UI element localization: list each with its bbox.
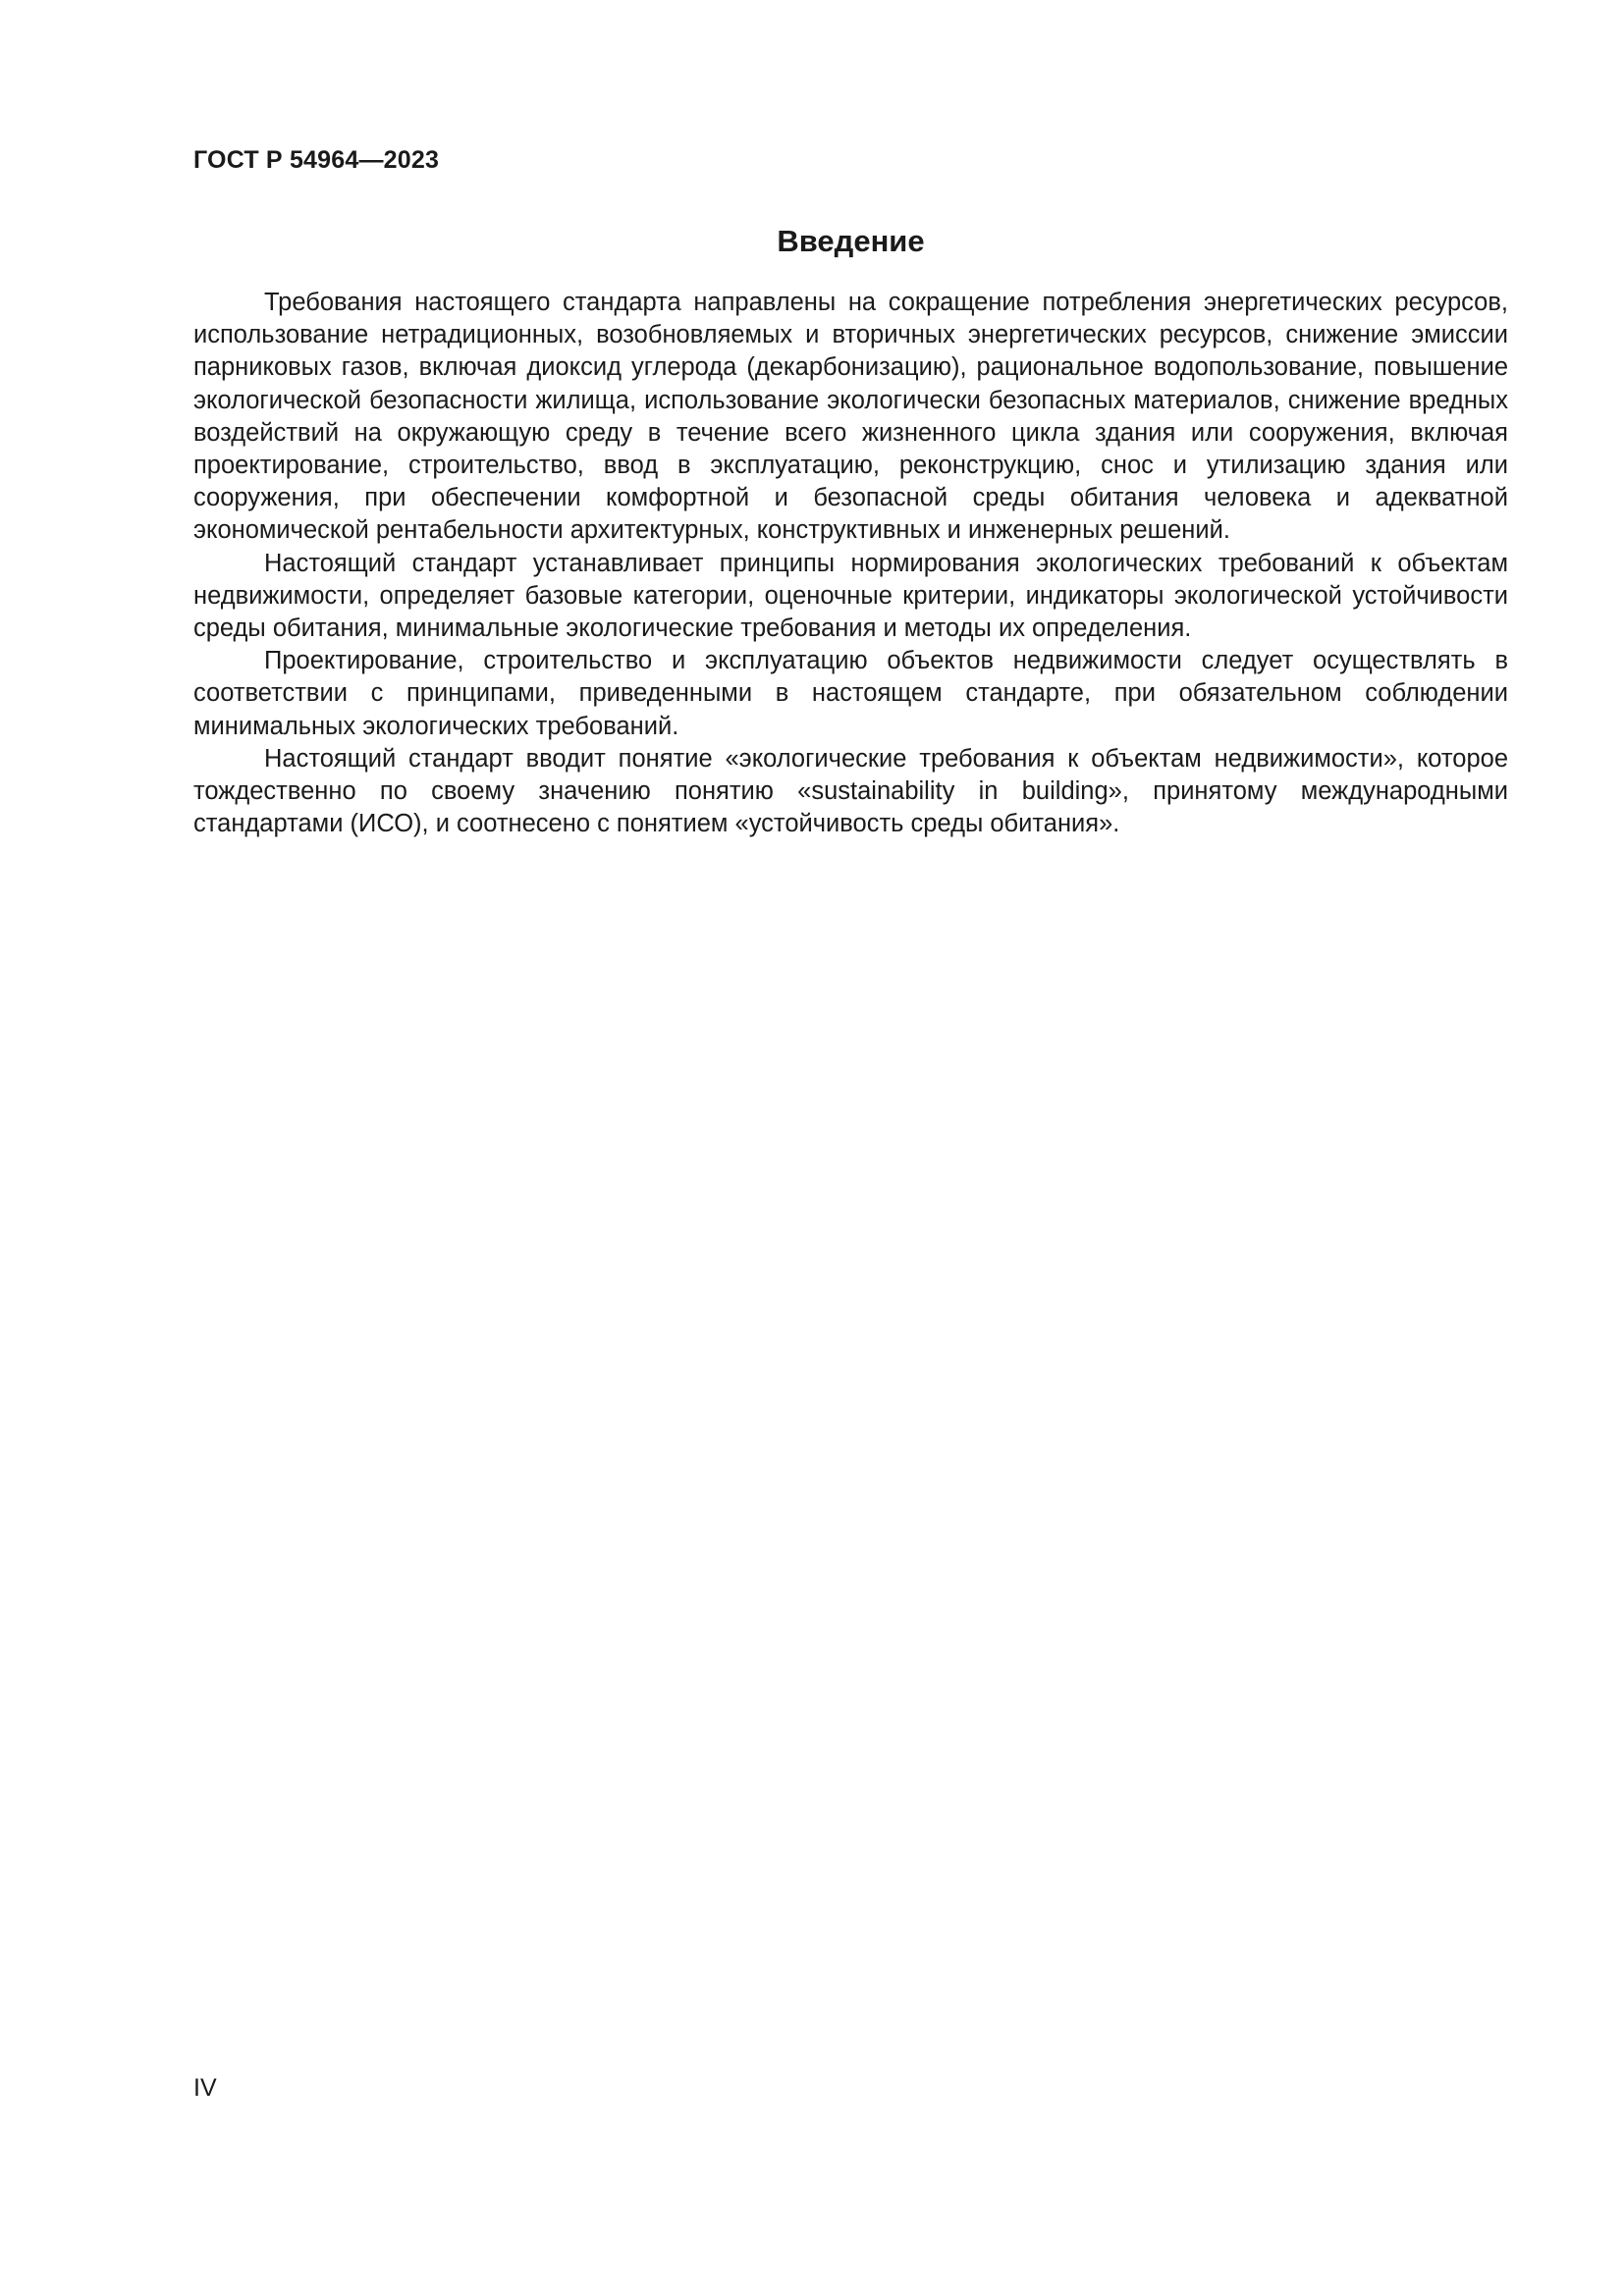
section-body bbox=[193, 287, 1508, 840]
document-header: ГОСТ Р 54964—2023 bbox=[193, 146, 440, 174]
page-number: IV bbox=[193, 2074, 217, 2102]
paragraph: Настоящий стандарт вводит понятие «экологические требования к объектам недвижимости», которое тождественно по своему значению понятию «sustainability in building», принятому международными стандартами (ИСО), и соотнесено с понятием «устойчивость среды обитания». bbox=[193, 744, 1508, 838]
paragraph: Настоящий стандарт устанавливает принципы нормирования экологических требований к объектам недвижимости, определяет базовые категории, оценочные критерии, индикаторы экологической устойчивости среды обитания, минимальные экологические требования и методы их определения. bbox=[193, 549, 1508, 643]
section-title: Введение bbox=[777, 224, 925, 258]
paragraph: Требования настоящего стандарта направлены на сокращение потребления энергетических ресурсов, использование нетрадиционных, возобновляемых и вторичных энергетических ресурсов, снижение эмиссии парниковых газов, включая диоксид углерода (декарбонизацию), рациональное водопользование, повышение экологической безопасности жилища, использование экологически безопасных материалов, снижение вредных воздействий на окружающую среду в течение всего жизненного цикла здания или сооружения, включая проектирование, строительство, ввод в эксплуатацию, реконструкцию, снос и утилизацию здания или сооружения, при обеспечении комфортной и безопасной среды обитания человека и адекватной экономической рентабельности архитектурных, конструктивных и инженерных решений. bbox=[193, 289, 1508, 545]
paragraph: Проектирование, строительство и эксплуатацию объектов недвижимости следует осуществлять в соответствии с принципами, приведенными в настоящем стандарте, при обязательном соблюдении минимальных экологических требований. bbox=[193, 647, 1508, 740]
